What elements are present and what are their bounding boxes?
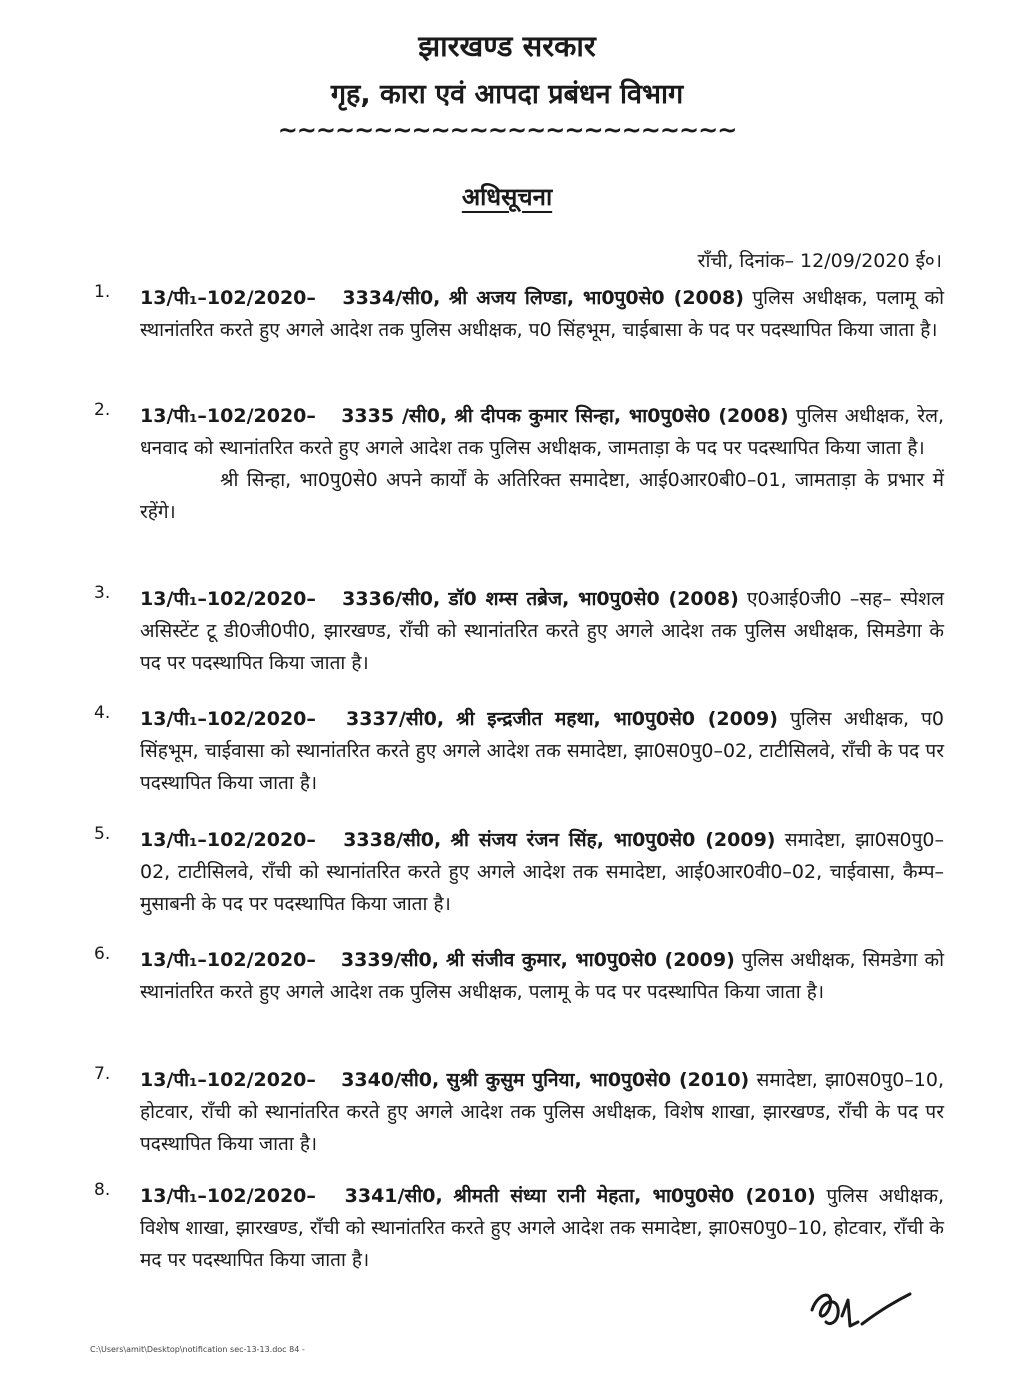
item-body bbox=[140, 703, 944, 799]
place-date-line: राँची, दिनांक– 12/09/2020 ई०। bbox=[697, 250, 942, 272]
item-number: 2. bbox=[94, 400, 111, 420]
file-reference: 13/पी₁–102/2020– bbox=[140, 1185, 316, 1207]
posting-text: समादेष्टा, झा0स0पु0–02, टाटीसिलवे, राँची को स्थानांतरित करते हुए अगले आदेश तक समादेष्टा, आई0आर0वी0–02, चाईवासा, कैम्प–मुसाबनी के पद पर पदस्थापित किया जाता है। bbox=[140, 829, 945, 915]
item-body bbox=[140, 583, 944, 679]
item-body bbox=[140, 400, 944, 528]
posting-text: ए0आई0जी0 –सह– स्पेशल असिस्टेंट टू डी0जी0पी0, झारखण्ड, राँची को स्थानांतरित करते हुए अगले आदेश तक पुलिस अधीक्षक, सिमडेगा के पद पर पदस्थापित किया जाता है। bbox=[140, 588, 944, 674]
file-path-footer: C:\Users\amit\Desktop\notification sec-13-13.doc 84 - bbox=[90, 1345, 305, 1354]
item-number: 7. bbox=[94, 1064, 111, 1084]
order-item-7 bbox=[94, 1064, 944, 1160]
file-reference: 13/पी₁–102/2020– bbox=[140, 949, 316, 971]
officer-name: श्री दीपक कुमार सिन्हा, भा0पु0से0 (2008) bbox=[454, 405, 789, 427]
order-number: 3339/सी0, bbox=[340, 949, 439, 971]
item-body bbox=[140, 944, 944, 1008]
item-number: 6. bbox=[94, 944, 111, 964]
item-body bbox=[140, 1064, 944, 1160]
posting-text: पुलिस अधीक्षक, रेल, धनवाद को स्थानांतरित करते हुए अगले आदेश तक पुलिस अधीक्षक, जामताड़ा के पद पर पदस्थापित किया जाता है। bbox=[140, 405, 945, 459]
posting-text: पुलिस अधीक्षक, प0 सिंहभूम, चाईवासा को स्थानांतरित करते हुए अगले आदेश तक समादेष्टा, झा0स0पु0–02, टाटीसिलवे, राँची के पद पर पदस्थापित किया जाता है। bbox=[140, 708, 944, 794]
order-item-5 bbox=[94, 824, 944, 920]
order-number: 3336/सी0, bbox=[342, 588, 441, 610]
department-heading: गृह, कारा एवं आपदा प्रबंधन विभाग bbox=[330, 79, 684, 110]
order-item-8 bbox=[94, 1180, 944, 1276]
file-reference: 13/पी₁–102/2020– bbox=[140, 405, 316, 427]
heading-separator: ~~~~~~~~~~~~~~~~~~~~~~~~ bbox=[277, 116, 737, 144]
posting-text: पुलिस अधीक्षक, सिमडेगा को स्थानांतरित करते हुए अगले आदेश तक पुलिस अधीक्षक, पलामू के पद पर पदस्थापित किया जाता है। bbox=[140, 949, 945, 1003]
order-item-3 bbox=[94, 583, 944, 679]
officer-name: सुश्री कुसुम पुनिया, भा0पु0से0 (2010) bbox=[446, 1069, 750, 1091]
order-number: 3335 /सी0, bbox=[341, 405, 448, 427]
officer-name: डॉ0 शम्स तब्रेज, भा0पु0से0 (2008) bbox=[448, 588, 739, 610]
file-reference: 13/पी₁–102/2020– bbox=[140, 708, 316, 730]
file-reference: 13/पी₁–102/2020– bbox=[140, 588, 316, 610]
officer-name: श्रीमती संध्या रानी मेहता, भा0पु0से0 (2010) bbox=[453, 1185, 816, 1207]
officer-name: श्री अजय लिण्डा, भा0पु0से0 (2008) bbox=[448, 287, 744, 309]
order-number: 3337/सी0, bbox=[346, 708, 445, 730]
item-number: 3. bbox=[94, 583, 111, 603]
posting-text: पुलिस अधीक्षक, पलामू को स्थानांतरित करते हुए अगले आदेश तक पुलिस अधीक्षक, प0 सिंहभूम, चाईबासा के पद पर पदस्थापित किया जाता है। bbox=[140, 287, 944, 341]
item-number: 5. bbox=[94, 824, 111, 844]
order-item-2 bbox=[94, 400, 944, 528]
posting-text: समादेष्टा, झा0स0पु0–10, होटवार, राँची को स्थानांतरित करते हुए अगले आदेश तक पुलिस अधीक्षक, विशेष शाखा, झारखण्ड, राँची के पद पर पदस्थापित किया जाता है। bbox=[140, 1069, 945, 1155]
order-number: 3341/सी0, bbox=[344, 1185, 443, 1207]
item-body bbox=[140, 1180, 944, 1276]
file-reference: 13/पी₁–102/2020– bbox=[140, 287, 316, 309]
officer-name: श्री संजय रंजन सिंह, भा0पु0से0 (2009) bbox=[450, 829, 776, 851]
government-heading: झारखण्ड सरकार bbox=[418, 29, 596, 63]
signature-stroke bbox=[812, 1294, 910, 1326]
notification-title-text: अधिसूचना bbox=[461, 183, 553, 211]
additional-charge-note: श्री सिन्हा, भा0पु0से0 अपने कार्यों के अतिरिक्त समादेष्टा, आई0आर0बी0–01, जामताड़ा के प्रभार में रहेंगे। bbox=[140, 469, 944, 523]
order-number: 3334/सी0, bbox=[342, 287, 441, 309]
item-body bbox=[140, 824, 944, 920]
order-number: 3338/सी0, bbox=[343, 829, 442, 851]
signature bbox=[800, 1270, 920, 1340]
officer-name: श्री संजीव कुमार, भा0पु0से0 (2009) bbox=[445, 949, 735, 971]
order-item-1 bbox=[94, 282, 944, 346]
posting-text: पुलिस अधीक्षक, विशेष शाखा, झारखण्ड, राँची को स्थानांतरित करते हुए अगले आदेश तक समादेष्टा, झा0स0पु0–10, होटवार, राँची के मद पर पदस्थापित किया जाता है। bbox=[140, 1185, 945, 1271]
file-reference: 13/पी₁–102/2020– bbox=[140, 829, 316, 851]
officer-name: श्री इन्द्रजीत महथा, भा0पु0से0 (2009) bbox=[456, 708, 778, 730]
item-number: 8. bbox=[94, 1180, 111, 1200]
item-number: 4. bbox=[94, 703, 111, 723]
item-number: 1. bbox=[94, 282, 111, 302]
item-body bbox=[140, 282, 944, 346]
file-reference: 13/पी₁–102/2020– bbox=[140, 1069, 316, 1091]
order-item-6 bbox=[94, 944, 944, 1008]
order-item-4 bbox=[94, 703, 944, 799]
notification-title bbox=[0, 180, 1014, 213]
order-number: 3340/सी0, bbox=[341, 1069, 440, 1091]
